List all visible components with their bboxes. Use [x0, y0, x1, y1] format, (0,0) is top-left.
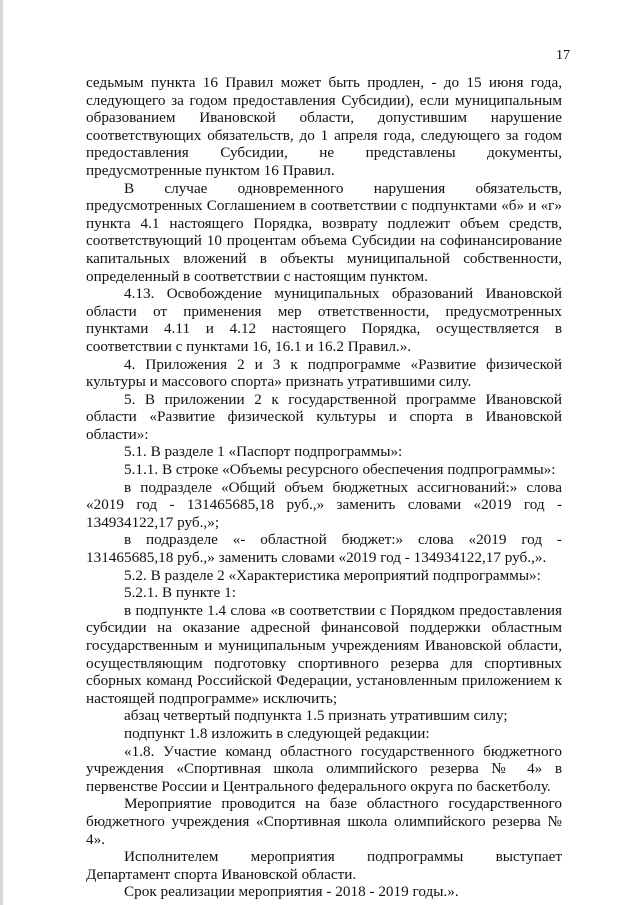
paragraph-p01: седьмым пункта 16 Правил может быть продлен, - до 15 июня года, следующего за годом предоставления Субсидии), если муниципальным образованием Ивановской области, допустившим нарушение соответствующих обязательств, до 1 апреля года, следующего за годом предоставления Субсидии, не представлены документы, предусмотренные пунктом 16 Правил. — [86, 74, 562, 179]
page-number: 17 — [556, 48, 570, 63]
paragraph-p11: 5.2.1. В пункте 1: — [124, 584, 236, 602]
paragraph-p14: подпункт 1.8 изложить в следующей редакции: — [124, 724, 430, 742]
paragraph-p06: 5.1. В разделе 1 «Паспорт подпрограммы»: — [124, 443, 403, 461]
paragraph-p04: 4. Приложения 2 и 3 к подпрограмме «Развитие физической культуры и массового спорта» признать утратившими силу. — [86, 355, 562, 391]
paragraph-p03: 4.13. Освобождение муниципальных образований Ивановской области от применения мер ответственности, предусмотренных пунктами 4.11 и 4.12 настоящего Порядка, осуществляется в соответствии с пунктами 16, 16.1 и 16.2 Правил.». — [86, 285, 562, 355]
paragraph-p13: абзац четвертый подпункта 1.5 признать утратившим силу; — [124, 707, 508, 725]
paragraph-p18: Срок реализации мероприятия - 2018 - 2019 годы.». — [124, 883, 459, 901]
paragraph-p12: в подпункте 1.4 слова «в соответствии с Порядком предоставления субсидии на оказание адресной финансовой поддержки областным государственным и муниципальным учреждениям Ивановской области, осуществляющим подготовку спортивного резерва для спортивных сборных команд Российской Федерации, установленным приложением к настоящей подпрограмме» исключить; — [86, 601, 562, 707]
document-body — [86, 74, 562, 901]
paragraph-p16: Мероприятие проводится на базе областного государственного бюджетного учреждения «Спортивная школа олимпийского резерва № 4». — [86, 795, 562, 848]
paragraph-p07: 5.1.1. В строке «Объемы ресурсного обеспечения подпрограммы»: — [124, 461, 556, 479]
paragraph-p08: в подразделе «Общий объем бюджетных ассигнований:» слова «2019 год - 131465685,18 руб.,» заменить словами «2019 год - 134934122,17 руб.,»; — [86, 478, 562, 531]
paragraph-p17: Исполнителем мероприятия подпрограммы выступает Департамент спорта Ивановской области. — [86, 848, 562, 883]
paragraph-p09: в подразделе «- областной бюджет:» слова «2019 год - 131465685,18 руб.,» заменить словами «2019 год - 134934122,17 руб.,». — [86, 531, 562, 567]
paragraph-p02: В случае одновременного нарушения обязательств, предусмотренных Соглашением в соответствии с подпунктами «б» и «г» пункта 4.1 настоящего Порядка, возврату подлежит объем средств, соответствующий 10 процентам объема Субсидии на софинансирование капитальных вложений в объекты муниципальной собственности, определенный в соответствии с настоящим пунктом. — [86, 179, 562, 285]
paragraph-p15: «1.8. Участие команд областного государственного бюджетного учреждения «Спортивная школа олимпийского резерва № 4» в первенстве России и Центрального федерального округа по баскетболу. — [86, 742, 562, 795]
paragraph-p10: 5.2. В разделе 2 «Характеристика мероприятий подпрограммы»: — [124, 566, 541, 584]
paragraph-p05: 5. В приложении 2 к государственной программе Ивановской области «Развитие физической культуры и спорта в Ивановской области»: — [86, 390, 562, 443]
scan-edge-shadow — [0, 0, 3, 905]
